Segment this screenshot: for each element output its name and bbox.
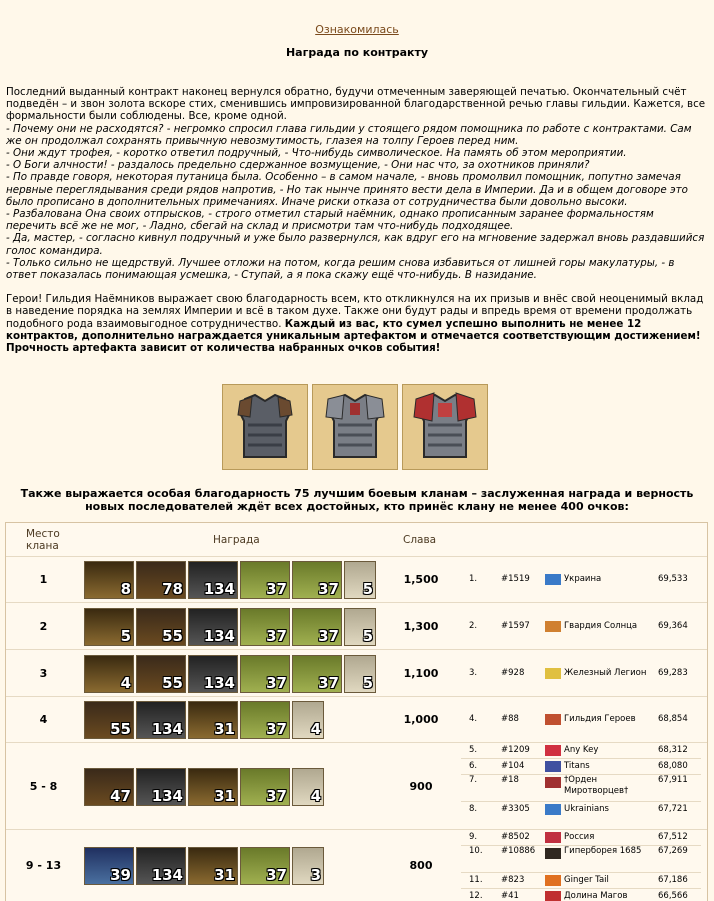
reward-creature-icon[interactable]	[240, 701, 290, 739]
clan-name[interactable]: †Орден Миротворцев†	[564, 775, 629, 796]
reward-count: 134	[203, 674, 235, 692]
reward-creature-icon[interactable]	[188, 561, 238, 599]
clan-points: 69,364	[658, 621, 688, 631]
clan-name[interactable]: Гиперборея 1685	[564, 846, 642, 856]
clan-entry[interactable]	[461, 758, 701, 774]
clan-name[interactable]: Долина Магов	[564, 891, 628, 901]
table-row	[6, 742, 707, 830]
reward-count: 78	[162, 580, 183, 598]
clan-rank: 11.	[469, 875, 483, 885]
reward-count: 3	[310, 866, 321, 884]
reward-creature-icon[interactable]	[136, 847, 186, 885]
clan-id: #8502	[501, 832, 530, 842]
reward-count: 55	[110, 720, 131, 738]
reward-count: 4	[120, 674, 131, 692]
clan-reward-subtitle: Также выражается особая благодарность 75 лучшим боевым кланам – заслуженная награда и верность новых последователей ждёт всех достойных, кто принёс клану не менее 400 очков:	[20, 487, 694, 513]
clan-list	[461, 666, 701, 681]
reward-creature-icon[interactable]	[292, 655, 342, 693]
reward-creature-icon[interactable]	[292, 701, 324, 739]
clan-id: #41	[501, 891, 519, 901]
reward-count: 5	[362, 627, 373, 645]
reward-creature-icon[interactable]	[84, 561, 134, 599]
reward-count: 37	[318, 674, 339, 692]
clan-id: #3305	[501, 804, 530, 814]
story-paragraph: - Да, мастер, - согласно кивнул подручный и уже было развернулся, как вдруг его на мгновение задержал вновь раздавшийся голос командира.	[6, 232, 705, 257]
clan-rank: 2.	[469, 621, 478, 631]
reward-creature-icon[interactable]	[188, 847, 238, 885]
clan-points: 69,533	[658, 574, 688, 584]
artifact-row	[222, 384, 488, 470]
announcement: Герои! Гильдия Наёмников выражает свою благодарность всем, кто откликнулся на их призыв и внёс свой неоценимый вклад в наведение порядка на землях Империи и всё в таком духе. Также они будут рады и впредь время от времени продолжать подобного рода взаимовыгодное сотрудничество. Каждый из вас, кто сумел успешно выполнить не менее 12 контрактов, дополнительно награждается уникальным артефактом и отмечается соответствующим достижением! Прочность артефакта зависит от количества набранных очков события!	[6, 293, 704, 355]
clan-entry[interactable]	[461, 845, 701, 872]
reward-count: 37	[266, 674, 287, 692]
clan-name[interactable]: Железный Легион	[564, 668, 647, 678]
reward-creature-icon[interactable]	[84, 655, 134, 693]
clan-id: #104	[501, 761, 525, 771]
story-paragraph: - Разбалована Она своих отпрысков, - строго отметил старый наёмник, однако прописанным заранее формальностям перечить всё же не мог, - Ладно, сбегай на склад и присмотри там что-нибудь подходящее.	[6, 208, 654, 233]
clan-emblem-icon	[545, 875, 561, 886]
clan-rank: 9.	[469, 832, 478, 842]
clan-id: #928	[501, 668, 525, 678]
story-paragraph: - Они ждут трофея, - коротко ответил подручный, - Что-нибудь символическое. На память об этом мероприятии.	[6, 147, 627, 160]
reward-list	[84, 701, 324, 739]
clan-points: 68,854	[658, 714, 688, 724]
reward-count: 37	[266, 580, 287, 598]
reward-creature-icon[interactable]	[292, 768, 324, 806]
armor-artifact-icon[interactable]	[402, 384, 488, 470]
clan-name[interactable]: Украина	[564, 574, 602, 584]
reward-count: 4	[310, 720, 321, 738]
reward-count: 134	[151, 866, 183, 884]
acknowledge-link[interactable]: Ознакомилась	[315, 23, 399, 36]
reward-count: 31	[214, 787, 235, 805]
reward-creature-icon[interactable]	[188, 655, 238, 693]
clan-points: 67,512	[658, 832, 688, 842]
clan-place: 2	[39, 620, 48, 633]
clan-points: 67,911	[658, 775, 688, 785]
glory-value: 1,500	[403, 573, 439, 586]
clan-emblem-icon	[545, 761, 561, 772]
glory-value: 1,100	[403, 667, 439, 680]
clan-list	[461, 712, 701, 727]
clan-points: 69,283	[658, 668, 688, 678]
glory-value: 1,000	[403, 713, 439, 726]
reward-creature-icon[interactable]	[240, 608, 290, 646]
clan-name[interactable]: Any Key	[564, 745, 599, 755]
clan-points: 68,312	[658, 745, 688, 755]
reward-count: 31	[214, 866, 235, 884]
reward-creature-icon[interactable]	[292, 561, 342, 599]
clan-emblem-icon	[545, 621, 561, 632]
clan-id: #1519	[501, 574, 530, 584]
clan-name[interactable]: Titans	[564, 761, 590, 771]
reward-count: 31	[214, 720, 235, 738]
reward-creature-icon[interactable]	[292, 608, 342, 646]
clan-id: #823	[501, 875, 525, 885]
glory-value: 900	[409, 780, 433, 793]
clan-id: #1597	[501, 621, 530, 631]
glory-value: 1,300	[403, 620, 439, 633]
clan-id: #10886	[501, 846, 536, 856]
clan-rank: 12.	[469, 891, 483, 901]
reward-creature-icon[interactable]	[84, 847, 134, 885]
reward-list	[84, 561, 376, 599]
story-paragraph: Последний выданный контракт наконец вернулся обратно, будучи отмеченным заверяющей печатью. Окончательный счёт подведён – и звон золота вскоре стих, сменившись импровизированной благодарственной речью главы гильдии. Кажется, все формальности были соблюдены. Все, кроме одной.	[6, 86, 706, 123]
reward-creature-icon[interactable]	[188, 608, 238, 646]
clan-emblem-icon	[545, 574, 561, 585]
clan-entry[interactable]	[461, 743, 701, 758]
table-row	[6, 696, 707, 743]
reward-creature-icon[interactable]	[84, 701, 134, 739]
clan-entry[interactable]	[461, 872, 701, 888]
table-row	[6, 602, 707, 650]
clan-entry[interactable]	[461, 774, 701, 801]
table-row	[6, 649, 707, 697]
clan-rank: 3.	[469, 668, 478, 678]
reward-list	[84, 608, 376, 646]
reward-count: 39	[110, 866, 131, 884]
clan-rank: 8.	[469, 804, 478, 814]
clan-place: 3	[39, 667, 48, 680]
story-paragraph: - Почему они не расходятся? - негромко спросил глава гильдии у стоящего рядом помощника по работе с контрактами. Сам же он продолжал сохранять привычную невозмутимость, глазея на толпу Героев перед ним.	[6, 122, 692, 147]
clan-points: 67,186	[658, 875, 688, 885]
clan-place: 5 - 8	[29, 780, 58, 793]
reward-count: 37	[318, 627, 339, 645]
clan-emblem-icon	[545, 714, 561, 725]
reward-count: 37	[266, 866, 287, 884]
clan-emblem-icon	[545, 745, 561, 756]
reward-count: 8	[120, 580, 131, 598]
clan-entry[interactable]	[461, 830, 701, 845]
reward-count: 4	[310, 787, 321, 805]
reward-creature-icon[interactable]	[344, 561, 376, 599]
table-header	[6, 523, 707, 553]
story-paragraph: - Только сильно не щедрствуй. Лучшее отложи на потом, когда решим снова избавиться от лишней горы макулатуры, - в ответ показалась понимающая усмешка, - Ступай, а я пока скажу ещё что-нибудь. В назидание.	[6, 256, 675, 282]
armor-artifact-icon[interactable]	[312, 384, 398, 470]
clan-entry[interactable]	[461, 712, 701, 727]
table-row	[6, 829, 707, 901]
clan-place: 1	[39, 573, 48, 586]
story-text	[6, 86, 706, 354]
reward-count: 37	[318, 580, 339, 598]
reward-creature-icon[interactable]	[344, 608, 376, 646]
reward-count: 134	[151, 787, 183, 805]
reward-creature-icon[interactable]	[188, 701, 238, 739]
clan-entry[interactable]	[461, 666, 701, 681]
header-place: Место клана	[26, 528, 60, 552]
table-row	[6, 556, 707, 603]
clan-entry[interactable]	[461, 888, 701, 901]
reward-creature-icon[interactable]	[240, 768, 290, 806]
story-paragraph: - По правде говоря, некоторая путаница была. Особенно – в самом начале, - вновь промолвил помощник, попутно замечая нервные переглядывания среди рядов напротив, - Но так нынче принято вести дела в Империи. Да и в общем договоре это было прописано в дополнительных примечаниях. Иначе риски отказа от сотрудничества были довольно высоки.	[6, 171, 688, 208]
reward-count: 37	[266, 787, 287, 805]
reward-count: 37	[266, 627, 287, 645]
reward-creature-icon[interactable]	[136, 768, 186, 806]
reward-creature-icon[interactable]	[136, 655, 186, 693]
clan-place: 4	[39, 713, 48, 726]
clan-name[interactable]: Гвардия Солнца	[564, 621, 638, 631]
reward-creature-icon[interactable]	[136, 701, 186, 739]
clan-rewards-table	[5, 522, 708, 901]
clan-name[interactable]: Ginger Tail	[564, 875, 609, 885]
reward-count: 5	[120, 627, 131, 645]
reward-creature-icon[interactable]	[240, 847, 290, 885]
clan-list	[461, 830, 701, 901]
reward-creature-icon[interactable]	[240, 655, 290, 693]
clan-points: 66,566	[658, 891, 688, 901]
reward-count: 37	[266, 720, 287, 738]
clan-place: 9 - 13	[25, 859, 62, 872]
clan-points: 67,721	[658, 804, 688, 814]
clan-emblem-icon	[545, 832, 561, 843]
clan-rank: 1.	[469, 574, 478, 584]
clan-name[interactable]: Россия	[564, 832, 595, 842]
clan-points: 67,269	[658, 846, 688, 856]
clan-name[interactable]: Гильдия Героев	[564, 714, 636, 724]
reward-creature-icon[interactable]	[136, 608, 186, 646]
clan-emblem-icon	[545, 804, 561, 815]
clan-emblem-icon	[545, 848, 561, 859]
clan-list	[461, 572, 701, 587]
reward-creature-icon[interactable]	[188, 768, 238, 806]
clan-emblem-icon	[545, 668, 561, 679]
header-glory: Слава	[403, 534, 437, 546]
clan-list	[461, 619, 701, 634]
reward-count: 5	[362, 580, 373, 598]
page-title: Награда по контракту	[285, 46, 429, 59]
reward-count: 134	[203, 580, 235, 598]
clan-rank: 6.	[469, 761, 478, 771]
reward-count: 55	[162, 627, 183, 645]
clan-rank: 10.	[469, 846, 483, 856]
reward-creature-icon[interactable]	[136, 561, 186, 599]
armor-artifact-icon[interactable]	[222, 384, 308, 470]
reward-creature-icon[interactable]	[344, 655, 376, 693]
reward-creature-icon[interactable]	[84, 608, 134, 646]
clan-id: #88	[501, 714, 519, 724]
reward-creature-icon[interactable]	[240, 561, 290, 599]
reward-count: 134	[151, 720, 183, 738]
clan-id: #1209	[501, 745, 530, 755]
clan-entry[interactable]	[461, 572, 701, 587]
clan-points: 68,080	[658, 761, 688, 771]
clan-rank: 7.	[469, 775, 478, 785]
reward-creature-icon[interactable]	[84, 768, 134, 806]
story-paragraph: - О Боги алчности! - раздалось предельно сдержанное возмущение, - Они нас что, за охотников приняли?	[6, 159, 590, 172]
glory-value: 800	[409, 859, 433, 872]
clan-emblem-icon	[545, 777, 561, 788]
reward-creature-icon[interactable]	[292, 847, 324, 885]
clan-entry[interactable]	[461, 619, 701, 634]
clan-list	[461, 743, 701, 817]
reward-list	[84, 655, 376, 693]
reward-count: 134	[203, 627, 235, 645]
header-reward: Награда	[213, 534, 260, 546]
reward-count: 55	[162, 674, 183, 692]
announcement-bold: Каждый из вас, кто сумел успешно выполнить не менее 12 контрактов, дополнительно награждается уникальным артефактом и отмечается соответствующим достижением! Прочность артефакта зависит от количества набранных очков события!	[6, 317, 701, 355]
clan-rank: 5.	[469, 745, 478, 755]
reward-list	[84, 768, 324, 806]
clan-rank: 4.	[469, 714, 478, 724]
reward-count: 47	[110, 787, 131, 805]
reward-count: 5	[362, 674, 373, 692]
reward-list	[84, 847, 324, 885]
clan-entry[interactable]	[461, 801, 701, 817]
clan-name[interactable]: Ukrainians	[564, 804, 609, 814]
clan-id: #18	[501, 775, 519, 785]
